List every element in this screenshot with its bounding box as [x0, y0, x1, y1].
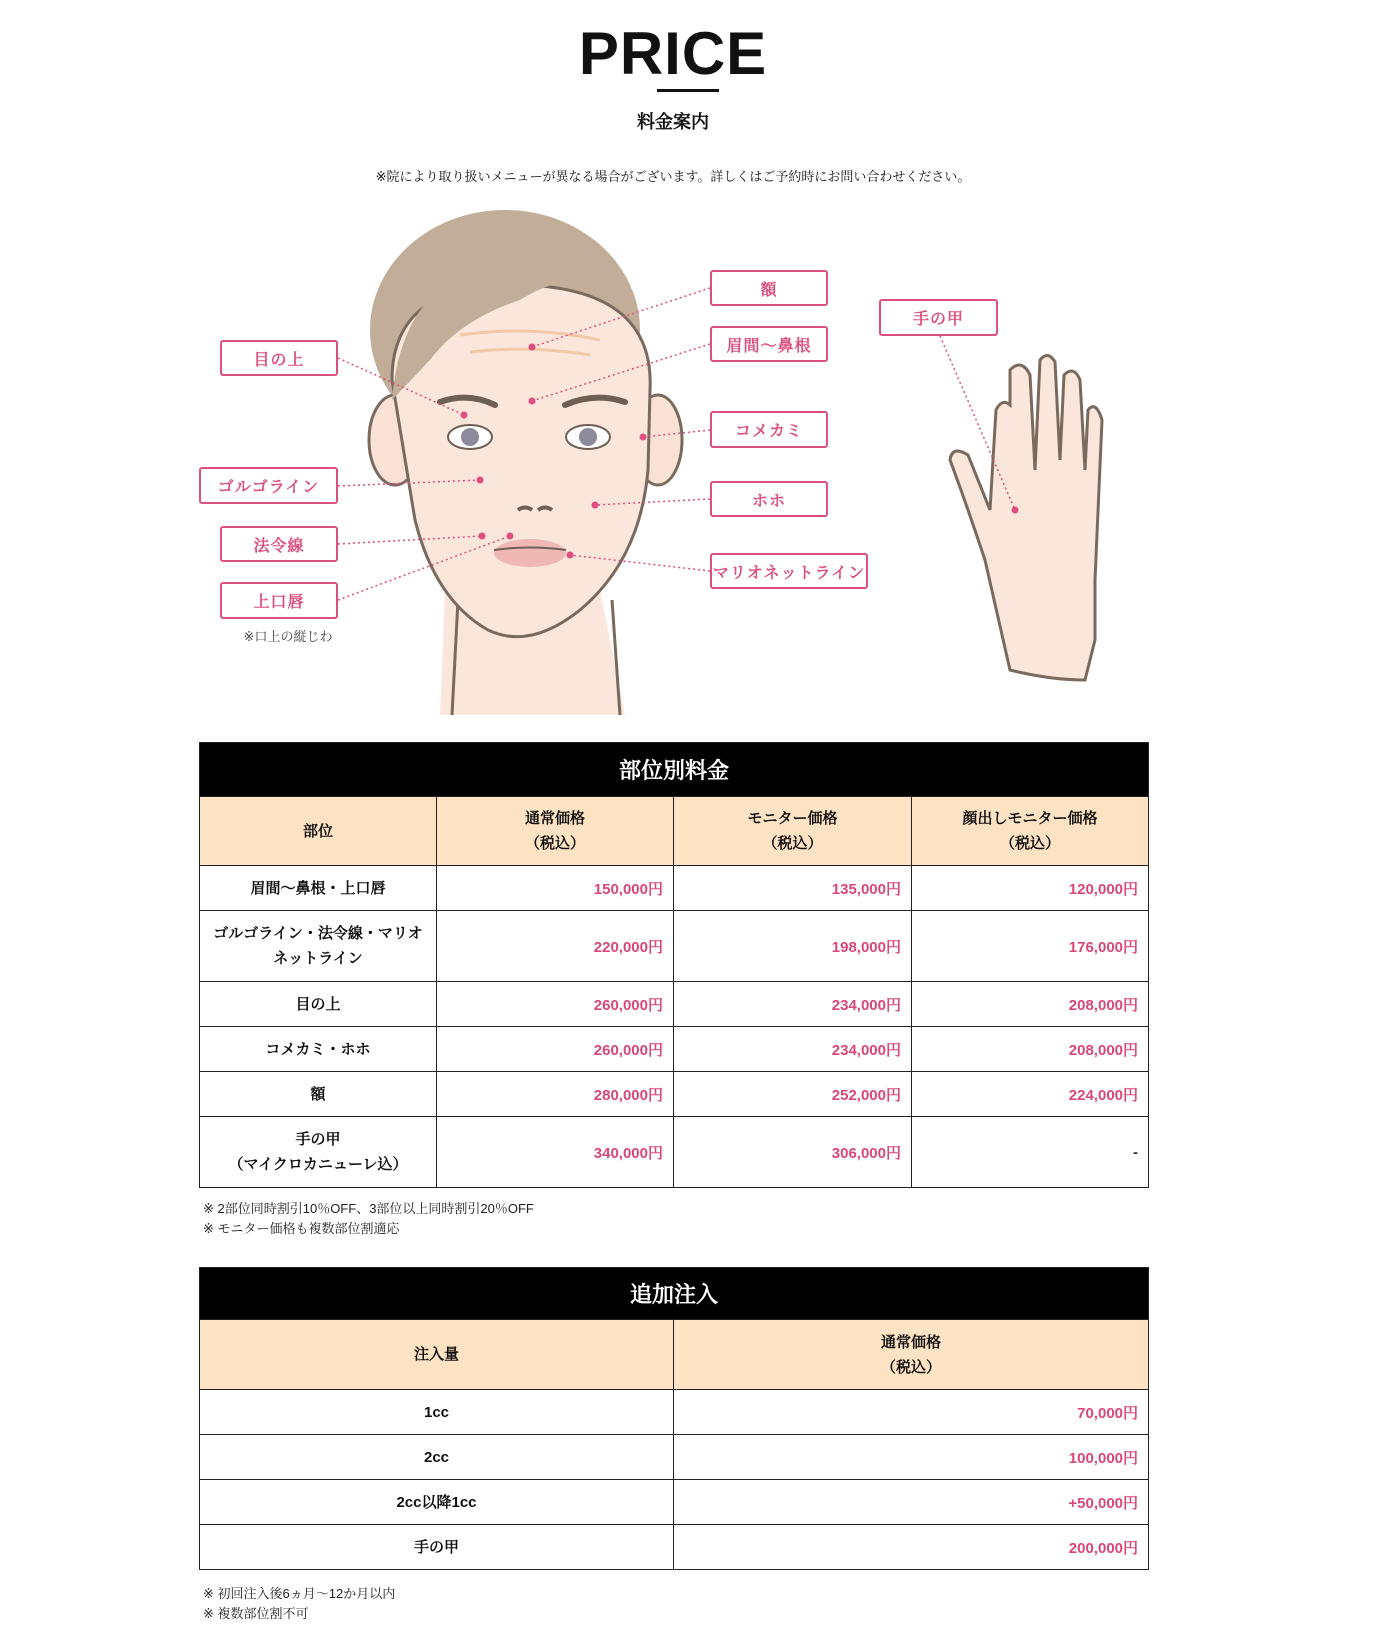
cell-face-monitor: 176,000円: [912, 911, 1149, 982]
table-header-row: [200, 1320, 1149, 1390]
cell-price: 70,000円: [674, 1390, 1149, 1435]
table-row: [200, 1525, 1149, 1570]
header-regular: 通常価格 （税込）: [674, 1320, 1149, 1390]
clinic-notice: ※院により取り扱いメニューが異なる場合がございます。詳しくはご予約時にお問い合わせください。: [375, 169, 971, 184]
cell-face-monitor: 208,000円: [912, 1027, 1149, 1072]
header-face-monitor: 顔出しモニター価格 （税込）: [912, 797, 1149, 866]
label-marionette: マリオネットライン: [710, 553, 868, 589]
cell-regular: 150,000円: [437, 866, 674, 911]
header-monitor: モニター価格 （税込）: [674, 797, 912, 866]
cell-monitor: 234,000円: [674, 982, 912, 1027]
label-upper-eyelid: 目の上: [220, 340, 338, 376]
cell-regular: 280,000円: [437, 1072, 674, 1117]
cell-face-monitor: -: [912, 1117, 1149, 1188]
page-subtitle: 料金案内: [637, 112, 709, 132]
table-row: [200, 1027, 1149, 1072]
cell-monitor: 135,000円: [674, 866, 912, 911]
no-multi-discount-note: ※ 複数部位割不可: [203, 1606, 309, 1621]
header-part: 部位: [200, 797, 437, 866]
upper-lip-note: ※口上の縦じわ: [243, 629, 333, 644]
cell-face-monitor: 208,000円: [912, 982, 1149, 1027]
header-amount: 注入量: [200, 1320, 674, 1390]
cell-part: ゴルゴライン・法令線・マリオネットライン: [200, 911, 437, 982]
cell-amount: 2cc以降1cc: [200, 1480, 674, 1525]
cell-price: 100,000円: [674, 1435, 1149, 1480]
price-by-area-table: [199, 742, 1149, 1188]
hand-illustration: [950, 355, 1102, 680]
table-row: [200, 866, 1149, 911]
label-golgo: ゴルゴライン: [199, 467, 338, 504]
cell-part: 額: [200, 1072, 437, 1117]
table-row: [200, 1390, 1149, 1435]
table-header-row: [200, 797, 1149, 866]
cell-part: コメカミ・ホホ: [200, 1027, 437, 1072]
label-cheek: ホホ: [710, 481, 828, 517]
label-upper-lip: 上口唇: [220, 582, 338, 619]
cell-monitor: 252,000円: [674, 1072, 912, 1117]
discount-note: ※ 2部位同時割引10％OFF、3部位以上同時割引20％OFF: [203, 1201, 534, 1216]
cell-face-monitor: 120,000円: [912, 866, 1149, 911]
table-caption: 追加注入: [200, 1268, 1149, 1320]
cell-amount: 2cc: [200, 1435, 674, 1480]
cell-monitor: 234,000円: [674, 1027, 912, 1072]
monitor-note: ※ モニター価格も複数部位割適応: [203, 1221, 400, 1236]
table-row: [200, 1435, 1149, 1480]
table-row: [200, 911, 1149, 982]
label-nasolabial: 法令線: [220, 526, 338, 562]
cell-regular: 260,000円: [437, 982, 674, 1027]
label-hand: 手の甲: [879, 299, 998, 336]
face-illustration: [369, 210, 682, 715]
table-caption: 部位別料金: [200, 743, 1149, 797]
cell-monitor: 198,000円: [674, 911, 912, 982]
table-row: [200, 1072, 1149, 1117]
label-temple: コメカミ: [710, 411, 828, 448]
label-glabella: 眉間〜鼻根: [710, 326, 828, 362]
cell-part: 目の上: [200, 982, 437, 1027]
table-row: [200, 1480, 1149, 1525]
cell-monitor: 306,000円: [674, 1117, 912, 1188]
cell-face-monitor: 224,000円: [912, 1072, 1149, 1117]
cell-price: +50,000円: [674, 1480, 1149, 1525]
cell-regular: 260,000円: [437, 1027, 674, 1072]
label-forehead: 額: [710, 270, 828, 306]
cell-regular: 220,000円: [437, 911, 674, 982]
page-title: PRICE: [578, 20, 768, 87]
cell-part: 手の甲 （マイクロカニューレ込）: [200, 1117, 437, 1188]
cell-regular: 340,000円: [437, 1117, 674, 1188]
face-hand-illustration: [0, 0, 1392, 730]
cell-amount: 1cc: [200, 1390, 674, 1435]
additional-injection-table: [199, 1267, 1149, 1570]
header-regular: 通常価格 （税込）: [437, 797, 674, 866]
table-row: [200, 1117, 1149, 1188]
table-row: [200, 982, 1149, 1027]
timing-note: ※ 初回注入後6ヵ月〜12か月以内: [203, 1586, 396, 1601]
cell-amount: 手の甲: [200, 1525, 674, 1570]
cell-price: 200,000円: [674, 1525, 1149, 1570]
cell-part: 眉間〜鼻根・上口唇: [200, 866, 437, 911]
